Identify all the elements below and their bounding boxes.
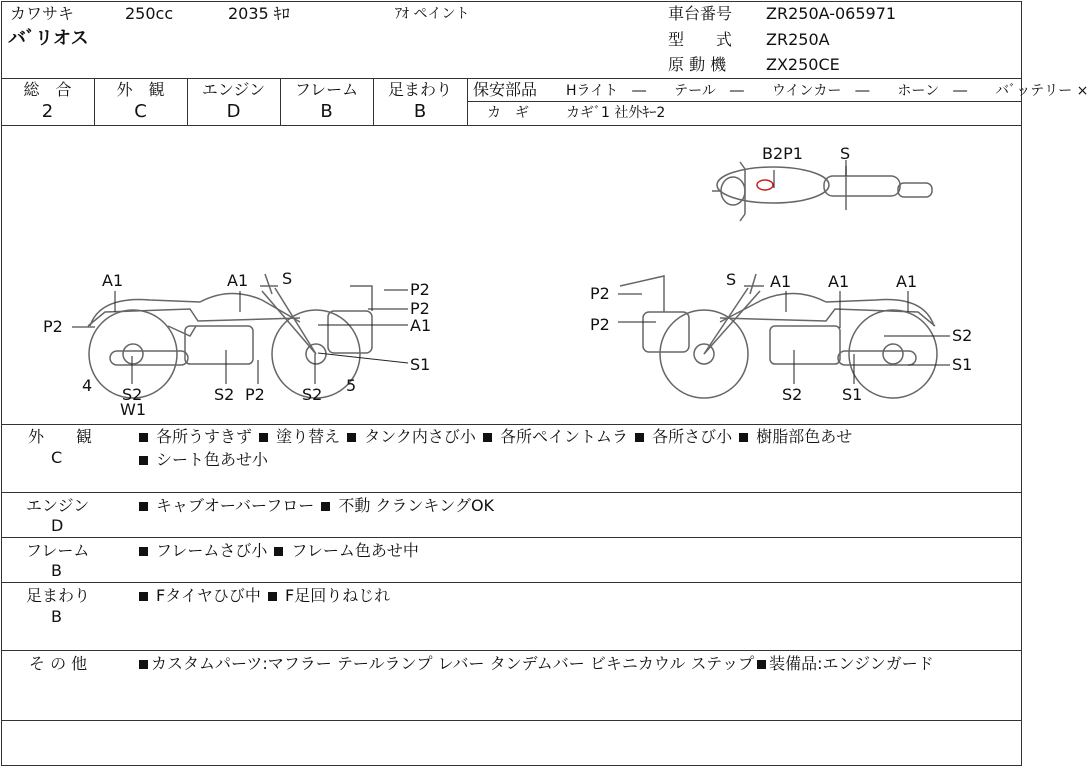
top-view-outline [712, 162, 932, 221]
diag-label-left: A1 [102, 271, 124, 290]
grade-label-engine: エンジン [201, 80, 266, 99]
mileage: 2035 ｷﾛ [228, 4, 290, 23]
chassis-no: ZR250A-065971 [766, 4, 897, 23]
grade-value-engine: D [226, 101, 241, 122]
diag-label-right: S2 [952, 326, 973, 345]
grade-value-overall: 2 [41, 101, 54, 122]
diag-label-left: W1 [120, 400, 146, 419]
section-grade-exterior: C [51, 448, 63, 467]
type-label: 型 式 [668, 30, 733, 49]
diag-label-left: P2 [245, 385, 265, 404]
section-notes-exterior-1 [137, 427, 852, 447]
grade-value-frame: B [320, 101, 333, 122]
note-item: 各所ペイントムラ [500, 427, 629, 446]
diag-label-left: P2 [410, 280, 430, 299]
type-value: ZR250A [766, 30, 830, 49]
note-item: フレームさび小 [156, 541, 268, 560]
section-label-frame: フレーム [26, 541, 90, 560]
note-item: タンク内さび小 [364, 427, 476, 446]
diag-label-left: S2 [122, 385, 143, 404]
section-grade-suspension: B [51, 607, 62, 626]
grade-label-exterior: 外 観 [116, 80, 165, 99]
section-grade-engine: D [51, 516, 64, 535]
diag-label-left: S2 [214, 385, 235, 404]
note-item: 装備品:エンジンガード [769, 654, 934, 673]
key-label: カ ギ [487, 105, 529, 121]
section-notes-exterior-2 [137, 450, 268, 470]
diag-label-left: 4 [82, 376, 93, 395]
color: ｱｵ ペイント [395, 6, 470, 22]
diag-label-right: A1 [828, 272, 850, 291]
note-item: F足回りねじれ [284, 586, 391, 605]
section-label-exterior: 外 観 [28, 427, 93, 446]
diag-label-right: P2 [590, 315, 610, 334]
section-notes-engine [137, 496, 494, 516]
safety-items: Hライト ― テール ― ウインカー ― ホーン ― バﾞッテリー × [566, 83, 1088, 99]
diag-label-left: P2 [410, 299, 430, 318]
model-name: バﾞリオス [8, 28, 89, 49]
section-label-suspension: 足まわり [26, 586, 91, 605]
engine-value: ZX250CE [766, 55, 840, 74]
maker: カワサキ [10, 4, 75, 23]
grade-value-suspension: B [413, 101, 427, 122]
note-item: カスタムパーツ:マフラー テールランプ レバー タンデムバー ビキニカウル ステップ [151, 654, 755, 673]
note-item: シート色あせ小 [156, 450, 269, 469]
section-notes-suspension [137, 586, 390, 606]
diag-label-left: 5 [346, 376, 357, 395]
grade-label-frame: フレーム [294, 80, 359, 99]
diag-label-left: A1 [410, 316, 432, 335]
note-item: 不動 クランキングOK [338, 496, 495, 515]
diag-label-right: S [726, 270, 737, 289]
section-label-engine: エンジン [26, 496, 90, 515]
engine-label: 原 動 機 [668, 55, 727, 74]
note-item: 塗り替え [276, 427, 341, 446]
diag-label-right: A1 [896, 272, 918, 291]
diag-label-top-s: S [840, 144, 851, 163]
damage-mark-circle [757, 180, 773, 190]
diag-label-left: A1 [227, 271, 249, 290]
displacement: 250cc [125, 4, 174, 23]
section-grade-frame: B [51, 561, 62, 580]
key-value: カギﾞ1 社外ｷｰ2 [566, 105, 666, 121]
damage-diagram [0, 126, 1024, 424]
diag-label-left: S1 [410, 355, 431, 374]
note-item: 各所うすきず [156, 427, 253, 446]
note-item: 樹脂部色あせ [756, 427, 853, 446]
diag-label-right: P2 [590, 284, 610, 303]
diag-label-left: S2 [302, 385, 323, 404]
note-item: キャブオーバーフロー [156, 496, 315, 515]
diag-label-right: A1 [770, 272, 792, 291]
note-item: 各所さび小 [652, 427, 733, 446]
note-item: フレーム色あせ中 [291, 541, 419, 560]
grade-value-exterior: C [134, 101, 147, 122]
section-label-other: そ の 他 [29, 654, 88, 673]
grade-label-overall: 総 合 [23, 80, 72, 99]
left-bike-outline [88, 274, 372, 398]
chassis-label: 車台番号 [668, 4, 733, 23]
grade-label-suspension: 足まわり [387, 80, 452, 99]
note-item: Fタイヤひび中 [156, 586, 261, 605]
section-notes-frame [137, 541, 419, 561]
section-notes-other [137, 654, 934, 674]
diag-label-right: S2 [782, 385, 803, 404]
diag-label-right: S1 [842, 385, 863, 404]
safety-label: 保安部品 [473, 80, 538, 99]
diag-label-right: S1 [952, 355, 973, 374]
diag-label-left: P2 [43, 317, 63, 336]
diag-label-top-b2p1: B2P1 [762, 144, 803, 163]
diag-label-left: S [282, 269, 293, 288]
